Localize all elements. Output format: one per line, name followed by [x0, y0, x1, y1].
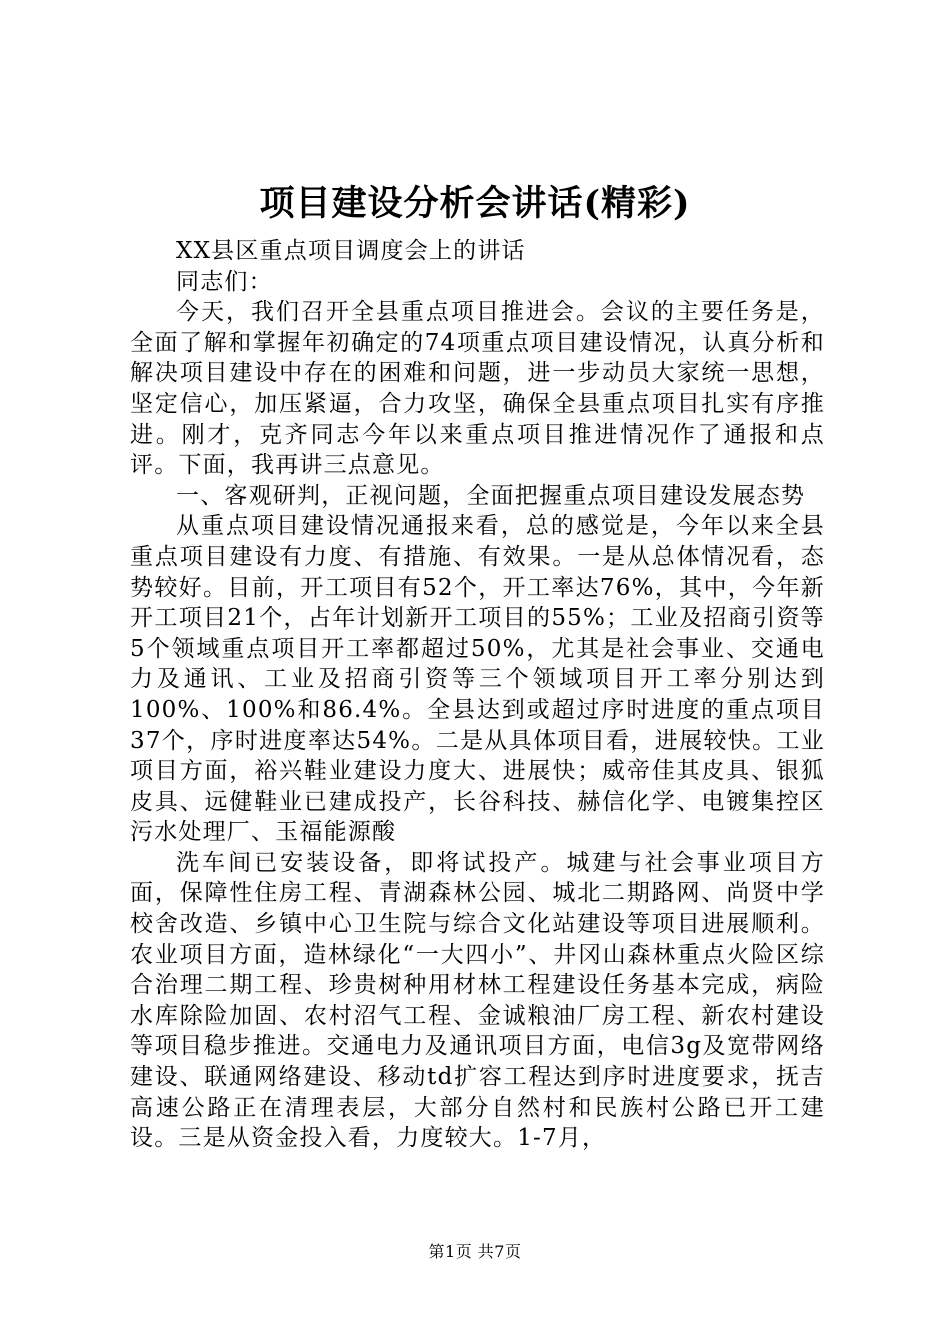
section-heading-1: 一、客观研判，正视问题，全面把握重点项目建设发展态势 — [176, 482, 806, 509]
paragraph-salutation: 同志们： — [176, 268, 273, 295]
paragraph-progress: 洗车间已安装设备，即将试投产。城建与社会事业项目方面，保障性住房工程、青湖森林公园、城北二期路网、尚贤中学校舍改造、乡镇中心卫生院与综合文化站建设等项目进展顺利。农业项目方面，造林绿化“一大四小”、井冈山森林重点火险区综合治理二期工程、珍贵树种用材林工程建设任务基本完成，病险水库除险加固、农村沼气工程、金诚粮油厂房工程、新农村建设等项目稳步推进。交通电力及通讯项目方面，电信3g及宽带网络建设、联通网络建设、移动td扩容工程达到序时进度要求，抚吉高速公路正在清理表层，大部分自然村和民族村公路已开工建设。三是从资金投入看，力度较大。1-7月， — [130, 849, 825, 1152]
document-body — [130, 236, 825, 1154]
paragraph-intro: 今天，我们召开全县重点项目推进会。会议的主要任务是，全面了解和掌握年初确定的74项重点项目建设情况，认真分析和解决项目建设中存在的困难和问题，进一步动员大家统一思想，坚定信心，加压紧逼，合力攻坚，确保全县重点项目扎实有序推进。刚才，克齐同志今年以来重点项目推进情况作了通报和点评。下面，我再讲三点意见。 — [130, 299, 825, 479]
page-footer: 第1页 共7页 — [428, 1242, 522, 1261]
paragraph-subtitle: XX县区重点项目调度会上的讲话 — [176, 238, 526, 264]
paragraph-overview: 从重点项目建设情况通报来看，总的感觉是，今年以来全县重点项目建设有力度、有措施、有效果。一是从总体情况看，态势较好。目前，开工项目有52个，开工率达76%，其中，今年新开工项目21个，占年计划新开工项目的55%；工业及招商引资等5个领域重点项目开工率都超过50%，尤其是社会事业、交通电力及通讯、工业及招商引资等三个领域项目开工率分别达到100%、100%和86.4%。全县达到或超过序时进度的重点项目37个，序时进度率达54%。二是从具体项目看，进展较快。工业项目方面，裕兴鞋业建设力度大、进展快；威帝佳其皮具、银狐皮具、远健鞋业已建成投产，长谷科技、赫信化学、电镀集控区污水处理厂、玉福能源酸 — [130, 513, 825, 846]
document-title: 项目建设分析会讲话(精彩) — [259, 183, 691, 224]
